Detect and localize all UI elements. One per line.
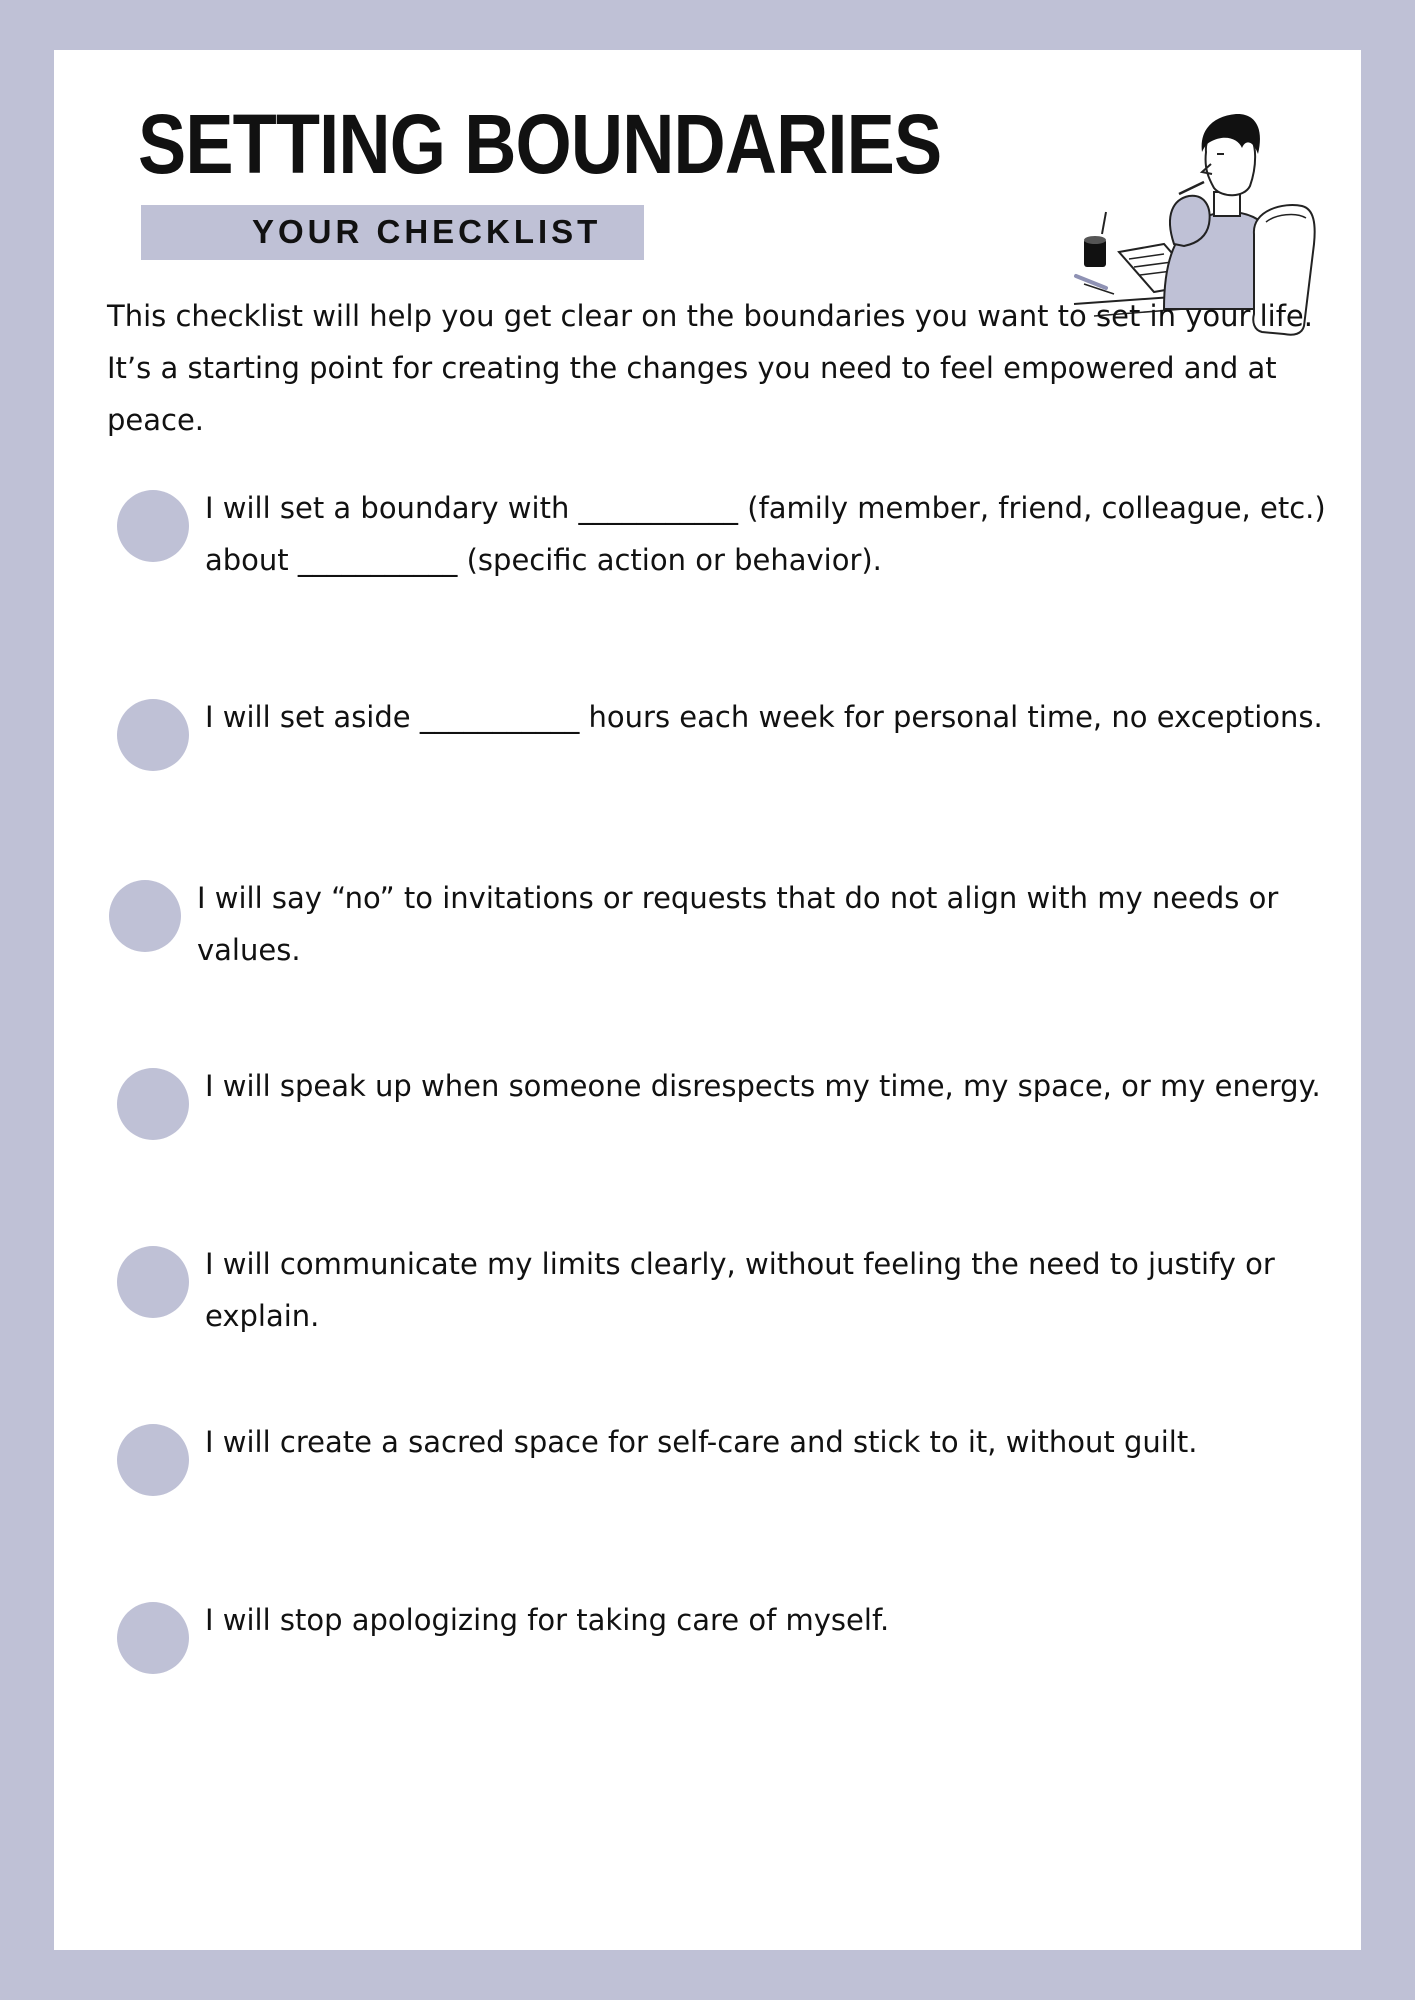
checklist-item-text: I will create a sacred space for self-care and stick to it, without guilt.: [205, 1425, 1198, 1459]
worksheet-page: [54, 50, 1361, 1950]
checklist-item-text: I will set a boundary with ___________ (family member, friend, colleague, etc.) about ___________ (specific action or behavior).: [205, 491, 1326, 577]
checklist-item-text: I will say “no” to invitations or requests that do not align with my needs or values.: [197, 881, 1279, 967]
page-subtitle: YOUR CHECKLIST: [252, 213, 602, 250]
intro-paragraph: This checklist will help you get clear on the boundaries you want to set in your life. It’s a starting point for creating the changes you need to feel empowered and at peace.: [107, 299, 1313, 437]
checkbox-circle[interactable]: [109, 880, 181, 952]
checkbox-circle[interactable]: [117, 1068, 189, 1140]
checkbox-circle[interactable]: [117, 1424, 189, 1496]
checkbox-circle[interactable]: [117, 490, 189, 562]
checklist-item-text: I will stop apologizing for taking care of myself.: [205, 1603, 890, 1637]
checkbox-circle[interactable]: [117, 699, 189, 771]
checklist-item-text: I will communicate my limits clearly, without feeling the need to justify or explain.: [205, 1247, 1275, 1333]
checkbox-circle[interactable]: [117, 1246, 189, 1318]
subtitle-banner: [141, 205, 644, 260]
checklist-item-text: I will set aside ___________ hours each week for personal time, no exceptions.: [205, 700, 1323, 734]
checkbox-circle[interactable]: [117, 1602, 189, 1674]
checklist-item-text: I will speak up when someone disrespects my time, my space, or my energy.: [205, 1069, 1321, 1103]
page-title: SETTING BOUNDARIES: [138, 97, 942, 191]
